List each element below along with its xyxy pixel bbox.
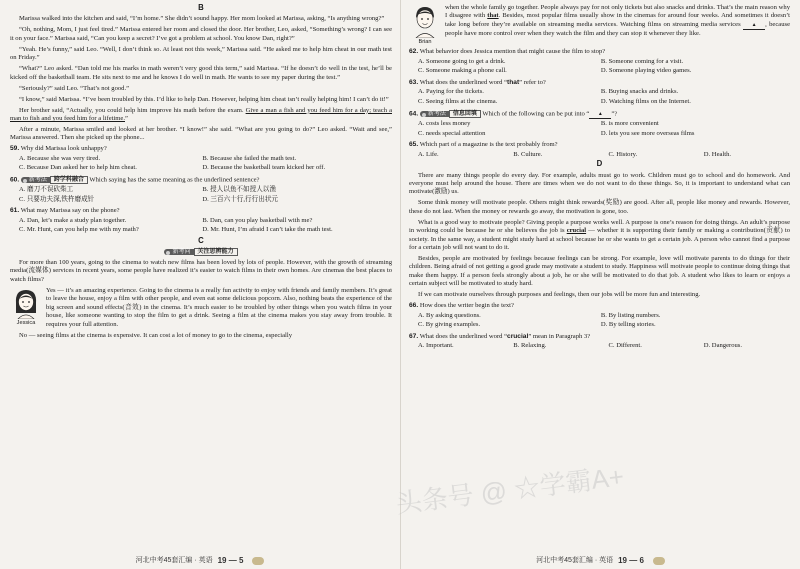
option[interactable]: C. History. bbox=[608, 150, 638, 158]
option[interactable]: B. Culture. bbox=[513, 150, 543, 158]
section-d-heading: D bbox=[596, 159, 603, 169]
question-61: 61. What may Marissa say on the phone? bbox=[10, 207, 120, 215]
q63-options bbox=[409, 88, 790, 107]
b-paragraph: Her brother said, “Actually, you could help him improve his math before the exam. Give a man a fish and you feed him for a day; teach a man to fish and you feed him for a lifetime.” bbox=[10, 106, 392, 123]
question-62: 62. What behavior does Jessica mention that might cause the film to stop? bbox=[409, 48, 606, 56]
question-65: 65. Which part of a magazine is the text probably from? bbox=[409, 141, 558, 149]
option[interactable]: A. Because she was very tired. bbox=[19, 154, 101, 162]
question-64: 64. 新考法 信息回填 Which of the following can be put into “ ▲ ”? bbox=[409, 110, 618, 118]
option[interactable]: B. Buying snacks and drinks. bbox=[600, 88, 679, 96]
question-63: 63. What does the underlined word “that” refer to? bbox=[409, 79, 546, 86]
d-paragraph: What is a good way to motivate people? Giving people a purpose works well. A purpose is one’s reason for doing things. An adult’s purpose in working could be because he or she believes the job is crucial — whether it is supporting their family or making a contribution(贡献) to society. In the same way, a student might study hard at school because he or she wants to get a certain job. A person who cannot find a purpose for a certain job will not want to do it. bbox=[409, 218, 790, 251]
q59-options bbox=[10, 155, 392, 174]
left-footer: 河北中考45套汇编 · 英语 19 — 5 bbox=[0, 553, 400, 569]
b-paragraph: “What?” Leo asked. “Dan told me his marks in math weren’t very good this term,” said Marissa. “If he doesn’t do well in the test, he’ll be kicked off the basketball team. He sits next to me and he knows I do well in math. He wants to see my paper during the test.” bbox=[10, 65, 392, 81]
b-paragraph: “Seriously?” said Leo. “That’s not good.” bbox=[19, 84, 130, 92]
option[interactable]: A. By asking questions. bbox=[418, 311, 481, 319]
right-page bbox=[400, 0, 800, 569]
b-paragraph: “Oh, nothing, Mom, I just feel tired.” Marissa entered her room and closed the door. Her brother, Leo, asked, “Something’s wrong? I can see it on your face.” Marissa said, “Can you keep a secret? I’ve got a problem at school. You know Dan, right?” bbox=[10, 26, 392, 42]
q62-options bbox=[409, 58, 790, 77]
question-67: 67. What does the underlined word “crucial” mean in Paragraph 3? bbox=[409, 332, 591, 340]
question-59: 59. Why did Marissa look unhappy? bbox=[10, 145, 107, 153]
option[interactable]: A. Life. bbox=[418, 150, 439, 158]
option[interactable]: B. By listing numbers. bbox=[600, 311, 661, 319]
logo-icon bbox=[252, 557, 264, 565]
q67-options bbox=[409, 342, 790, 350]
option[interactable]: C. needs special attention bbox=[418, 129, 486, 137]
watermark: 头条号 @ ☆学霸A+ bbox=[394, 461, 626, 519]
b-paragraph: After a minute, Marissa smiled and looked at her brother. “I know!” she said. “What are you going to do?” Leo asked. “Wait and see,” Marissa answered. Then she picked up the phone... bbox=[10, 126, 392, 142]
section-c-tag: 新考向 关注思辨能力 bbox=[10, 248, 392, 257]
option[interactable]: D. Mr. Hunt, I’m afraid I can’t take the math test. bbox=[202, 226, 333, 234]
option[interactable]: B. Because she failed the math test. bbox=[202, 154, 297, 162]
option[interactable]: D. Watching films on the Internet. bbox=[600, 98, 691, 105]
new-method-tag: 新考法 信息回填 bbox=[420, 110, 481, 118]
option[interactable]: A. Paying for the tickets. bbox=[418, 88, 484, 96]
option[interactable]: A. 磨刀不误砍柴工 bbox=[19, 185, 74, 193]
option[interactable]: D. 三百六十行,行行出状元 bbox=[202, 195, 279, 203]
jessica-block bbox=[10, 287, 392, 332]
option[interactable]: C. Seeing films at the cinema. bbox=[418, 98, 498, 105]
jessica-avatar bbox=[10, 287, 42, 327]
new-method-tag: 新考法 跨学科融合 bbox=[21, 176, 88, 184]
brian-block bbox=[409, 4, 790, 46]
option[interactable]: D. lets you see more overseas films bbox=[600, 129, 695, 137]
option[interactable]: C. Different. bbox=[608, 342, 642, 350]
underlined-that: that bbox=[487, 12, 499, 20]
no-paragraph: No — seeing films at the cinema is expensive. It can cost a lot of money to go to the cinema, especially bbox=[19, 331, 293, 339]
option[interactable]: D. Health. bbox=[703, 150, 732, 158]
option[interactable]: C. Someone making a phone call. bbox=[418, 67, 507, 75]
b-paragraph: Marissa walked into the kitchen and said, “I’m home.” She didn’t sound happy. Her mom looked at Marissa, asking, “Is anything wrong?” bbox=[19, 15, 385, 23]
right-footer: 河北中考45套汇编 · 英语 19 — 6 bbox=[401, 553, 800, 569]
d-paragraph: Some think money will motivate people. Others might think rewards(奖励) are good. After all, people like money and rewards. However, these do not last. When the money or rewards go away, the motivation is gone, too. bbox=[409, 199, 790, 215]
option[interactable]: B. Relaxing. bbox=[513, 342, 547, 350]
b-paragraph: “I know,” said Marissa. “I’ve been troubled by this. I’d like to help Dan. However, helping him cheat isn’t really helping him! I can’t do it!” bbox=[19, 95, 389, 103]
option[interactable]: C. By giving examples. bbox=[418, 321, 481, 329]
option[interactable]: C. Because Dan asked her to help him cheat. bbox=[19, 164, 137, 172]
underlined-crucial: crucial bbox=[566, 227, 587, 235]
d-paragraph: There are many things people do every day. For example, adults must go to work. Children must go to school and do homework. And everyone must help around the house. There are times when we do not want to do these things. So, it is important to understand what can motivate(激励) us. bbox=[409, 171, 790, 196]
option[interactable]: B. is more convenient bbox=[600, 120, 659, 128]
option[interactable]: D. Someone playing video games. bbox=[600, 67, 692, 75]
option[interactable]: A. Someone going to get a drink. bbox=[418, 57, 506, 65]
question-66: 66. How does the writer begin the text? bbox=[409, 302, 514, 310]
option[interactable]: A. costs less money bbox=[418, 120, 471, 128]
page-number: 19 — 6 bbox=[618, 555, 644, 565]
girl-icon bbox=[12, 287, 40, 319]
brian-name: Brian bbox=[418, 39, 432, 45]
logo-icon bbox=[653, 557, 665, 565]
option[interactable]: B. Dan, can you play basketball with me? bbox=[202, 216, 313, 224]
q66-options bbox=[409, 312, 790, 331]
q61-options bbox=[10, 217, 392, 236]
jessica-name: Jessica bbox=[16, 319, 36, 326]
option[interactable]: B. 授人以鱼不如授人以渔 bbox=[202, 185, 276, 193]
d-paragraph: If we can motivate ourselves through purposes and feelings, then our jobs will be more fun and interesting. bbox=[418, 291, 701, 299]
option[interactable]: B. Someone coming for a visit. bbox=[600, 57, 684, 65]
b-paragraph: “Yeah. He’s funny,” said Leo. “Well, I don’t think so. At least not this week,” Marissa said. “He asked me to help him cheat in our math test on Friday.” bbox=[10, 45, 392, 62]
option[interactable]: A. Important. bbox=[418, 342, 454, 350]
section-c-heading: C bbox=[198, 235, 204, 245]
brian-avatar bbox=[409, 4, 441, 46]
option[interactable]: C. 只要功夫深,铁杵磨成针 bbox=[19, 195, 95, 203]
option[interactable]: A. Dan, let’s make a study plan together. bbox=[19, 216, 127, 224]
q64-options bbox=[409, 120, 790, 139]
jessica-text: Yes — it’s an amazing experience. Going to the cinema is a really fun activity to enjoy with friends and family members. It’s great to leave the house, enjoy a film with other people, and even eat some delicious popcorn. Also, nothing beats the experience of the big screen and sound effects(音效) in the cinema. It’s much easier to be troubled by other things when you watch films in your house, like someone wanting to stop the film to get a drink. Seeing a film at the cinema makes you stay away from trouble. It requires your full attention. bbox=[46, 286, 392, 328]
brian-text: when the whole family go together. People always pay for not only tickets but also snacks and drinks. That’s the main reason why I disagree with that. Besides, most popular films usually show in the cinemas for around four weeks. And sometimes it doesn’t take long before they’re available on streaming media services. Watching films on streaming media services ▲ , because people have more control over when they watch the film and they can stop it whenever they like. bbox=[445, 4, 790, 37]
q65-options bbox=[409, 151, 790, 159]
question-60: 60. 新考法 跨学科融合 Which saying has the same meaning as the underlined sentence? bbox=[10, 176, 260, 184]
option[interactable]: C. Mr. Hunt, can you help me with my math? bbox=[19, 226, 139, 234]
page-number: 19 — 5 bbox=[217, 555, 244, 565]
option[interactable]: D. By telling stories. bbox=[600, 321, 656, 329]
q60-options bbox=[10, 186, 392, 205]
section-b-heading: B bbox=[198, 3, 204, 12]
boy-icon bbox=[411, 4, 439, 38]
d-paragraph: Besides, people are motivated by feelings because feelings can be strong. For example, love will motivate parents to do things for their children. Being afraid of not getting a good grade may motivate a student to study. Happiness will motivate people to continue doing things that make them happy. If a person feels strongly about a job, he or she will be motivated to do that job. A student who likes to learn or enjoys a certain subject will be motivated to study hard. bbox=[409, 254, 790, 288]
answer-blank: ▲ bbox=[743, 23, 765, 30]
c-intro-paragraph: For more than 100 years, going to the cinema to watch new films has been loved by lots of people. However, with the growth of streaming media(流媒体) services in recent years, some people have realized it’s easier to watch films in their own homes. Are cinemas the best places to watch films? bbox=[10, 259, 392, 283]
option[interactable]: D. Because the basketball team kicked her off. bbox=[202, 164, 326, 172]
underlined-sentence: Give a man a fish and you feed him for a day; teach a man to fish and you feed him for a lifetime. bbox=[10, 106, 392, 123]
option[interactable]: D. Dangerous. bbox=[703, 342, 743, 350]
